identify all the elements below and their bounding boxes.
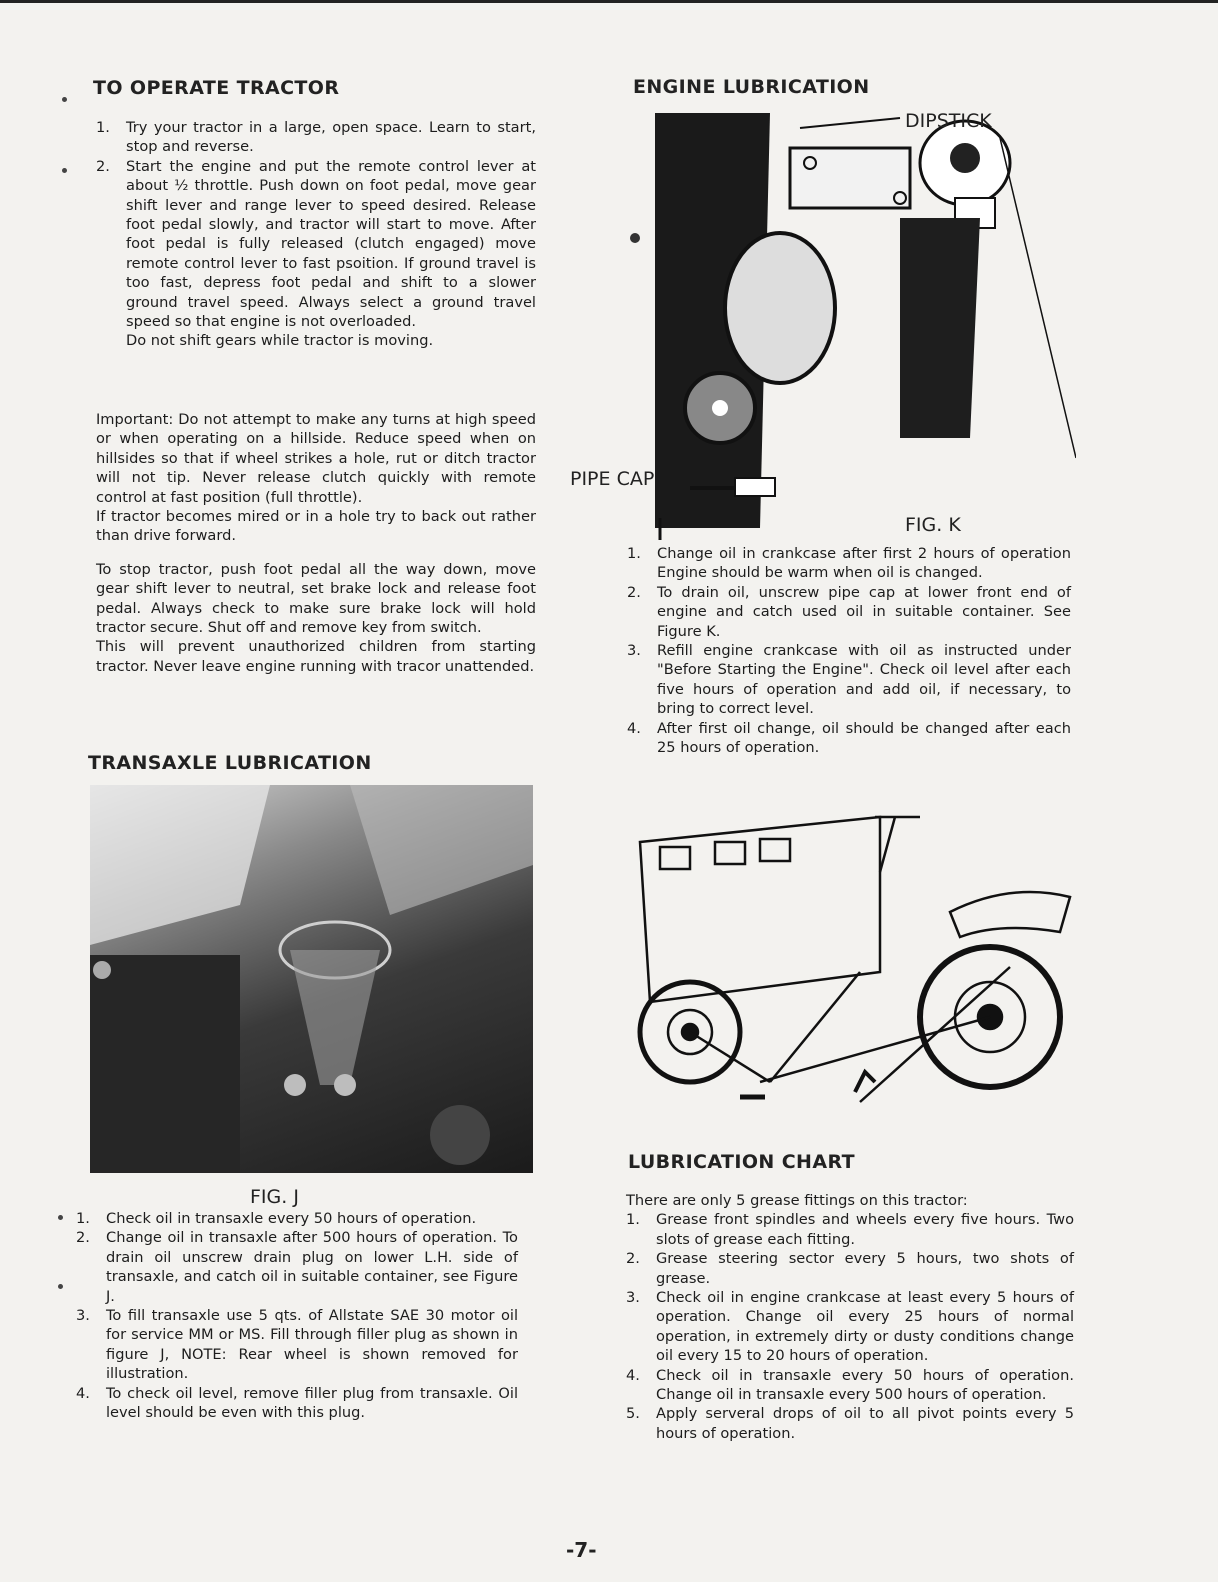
list-item: [76, 1384, 518, 1423]
list-item: [626, 1249, 1074, 1288]
item-text: After first oil change, oil should be changed after each 25 hours of operation.: [657, 719, 1071, 757]
list-item: [627, 719, 1071, 758]
list-item: [627, 641, 1071, 719]
lubrication-chart: [626, 1191, 1074, 1443]
children-paragraph: This will prevent unauthorized children from starting tractor. Never leave engine running with tracor unattended.: [96, 638, 536, 675]
important-paragraph: Important: Do not attempt to make any turns at high speed or when operating on a hillside. Reduce speed when on hillsides so that if wheel strikes a hole, rut or ditch tractor will not tip. Never release clutch quickly with remote control at fast position (full throttle).: [96, 411, 536, 506]
item-note: Do not shift gears while tractor is moving.: [126, 332, 434, 350]
list-item: [627, 544, 1071, 583]
fig-k-caption: FIG. K: [905, 514, 961, 536]
scan-mark: [62, 168, 67, 173]
engine-heading: ENGINE LUBRICATION: [633, 76, 870, 98]
transaxle-list: [76, 1209, 518, 1422]
list-item: [626, 1288, 1074, 1366]
item-text: Grease steering sector every 5 hours, two shots of grease.: [656, 1250, 1074, 1287]
item-text: Check oil in engine crankcase at least every 5 hours of operation. Change oil every 25 hours of normal operation, in extremely dirty or dusty conditions change oil every 15 to 20 hours of operation.: [656, 1289, 1074, 1365]
list-item: [626, 1366, 1074, 1405]
item-number: 2.: [626, 1250, 640, 1268]
list-item: [96, 118, 536, 157]
chart-heading: LUBRICATION CHART: [628, 1151, 855, 1173]
fig-j-caption: FIG. J: [250, 1186, 299, 1208]
item-text: Check oil in transaxle every 50 hours of operation.: [106, 1210, 477, 1227]
item-text: Try your tractor in a large, open space. Learn to start, stop and reverse.: [126, 119, 536, 156]
item-number: 2.: [76, 1229, 90, 1247]
list-item: [76, 1209, 518, 1228]
item-text: Refill engine crankcase with oil as instructed under "Before Starting the Engine". Check oil level after each five hours of operation and add oil, if necessary, to bring to correct level.: [657, 642, 1071, 718]
engine-list: [627, 544, 1071, 757]
item-number: 1.: [626, 1211, 640, 1229]
item-text: To fill transaxle use 5 qts. of Allstate SAE 30 motor oil for service MM or MS. Fill through filler plug as shown in figure J, NOTE: Rear wheel is shown removed for illustration.: [106, 1307, 518, 1383]
tractor-drawing: [630, 812, 1080, 1112]
item-number: 1.: [96, 119, 110, 136]
item-number: 1.: [627, 545, 641, 562]
list-item: [627, 583, 1071, 641]
item-number: 1.: [76, 1210, 90, 1227]
item-text: Change oil in transaxle after 500 hours of operation. To drain oil unscrew drain plug on lower L.H. side of transaxle, and catch oil in suitable container, see Figure J.: [106, 1229, 518, 1305]
item-number: 2.: [627, 583, 641, 601]
item-text: Apply serveral drops of oil to all pivot points every 5 hours of operation.: [656, 1405, 1074, 1442]
item-text: To check oil level, remove filler plug from transaxle. Oil level should be even with this plug.: [106, 1384, 518, 1422]
scan-edge: [0, 0, 1218, 3]
item-number: 5.: [626, 1405, 640, 1423]
scan-mark: [58, 1284, 63, 1289]
list-item: [626, 1210, 1074, 1249]
item-text: Check oil in transaxle every 50 hours of operation. Change oil in transaxle every 500 hours of operation.: [656, 1366, 1074, 1404]
pipe-cap-label: PIPE CAP: [570, 468, 655, 490]
operate-list: [96, 118, 536, 351]
fig-j-photo: [90, 785, 533, 1173]
item-number: 4.: [627, 719, 641, 737]
item-text: Grease front spindles and wheels every five hours. Two slots of grease each fitting.: [656, 1211, 1074, 1248]
list-item: [96, 157, 536, 351]
stop-paragraph: To stop tractor, push foot pedal all the way down, move gear shift lever to neutral, set brake lock and release foot pedal. Always check to make sure brake lock will hold tractor secure. Shut off and remove key from switch.: [96, 560, 536, 637]
item-number: 4.: [626, 1366, 640, 1384]
item-text: To drain oil, unscrew pipe cap at lower front end of engine and catch used oil in suitable container. See Figure K.: [657, 583, 1071, 640]
item-text: Start the engine and put the remote control lever at about ½ throttle. Push down on foot pedal, move gear shift lever and range lever to speed desired. Release foot pedal slowly, and tractor will start to move. After foot pedal is fully released (clutch engaged) move remote control lever to fast psoition. If ground travel is too fast, depress foot pedal and shift to a slower ground travel speed. Always select a ground travel speed so that engine is not overloaded.: [126, 157, 536, 331]
scan-mark: [62, 97, 67, 102]
item-number: 3.: [627, 642, 641, 660]
mired-paragraph: If tractor becomes mired or in a hole try to back out rather than drive forward.: [96, 508, 536, 545]
item-number: 4.: [76, 1384, 90, 1402]
page-number: -7-: [566, 1538, 597, 1562]
item-number: 2.: [96, 157, 110, 175]
item-text: Change oil in crankcase after first 2 hours of operation Engine should be warm when oil is changed.: [657, 545, 1071, 582]
chart-intro: There are only 5 grease fittings on this tractor:: [626, 1192, 968, 1209]
list-item: [626, 1404, 1074, 1443]
item-number: 3.: [76, 1307, 90, 1325]
dipstick-label: DIPSTICK: [905, 110, 992, 132]
scan-mark: [58, 1215, 63, 1220]
list-item: [76, 1228, 518, 1306]
list-item: [76, 1306, 518, 1384]
operate-notes: [96, 410, 536, 676]
operate-heading: TO OPERATE TRACTOR: [93, 77, 340, 99]
transaxle-heading: TRANSAXLE LUBRICATION: [88, 752, 372, 774]
item-number: 3.: [626, 1289, 640, 1307]
